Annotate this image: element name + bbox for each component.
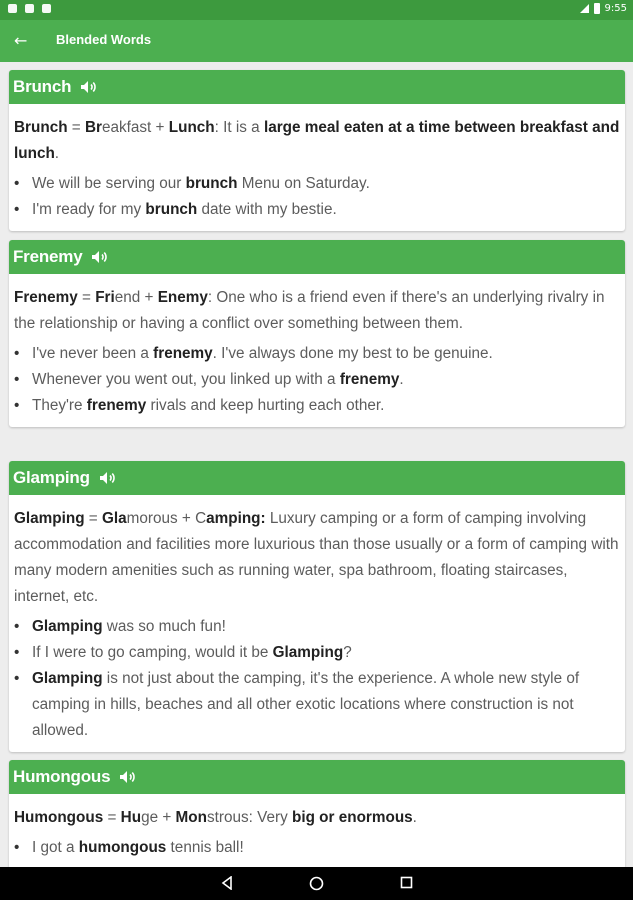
home-nav-icon[interactable]	[309, 876, 324, 891]
status-bar	[0, 0, 633, 20]
definition: Brunch = Breakfast + Lunch: It is a large meal eaten at a time between breakfast and lunch.	[14, 119, 620, 162]
example-item: • They're frenemy rivals and keep hurting each other.	[14, 397, 385, 414]
notification-icon	[8, 4, 17, 13]
page-title: Blended Words	[56, 32, 152, 47]
word-title: Brunch	[13, 77, 72, 96]
volume-speaker-icon[interactable]	[80, 80, 98, 94]
arrow-back-icon[interactable]: ←	[14, 31, 28, 50]
battery-icon	[594, 3, 600, 14]
volume-speaker-icon[interactable]	[99, 471, 117, 485]
card-header	[9, 760, 625, 794]
volume-speaker-icon[interactable]	[119, 770, 137, 784]
example-item: • Glamping is not just about the camping, it's the experience. A whole new style of camping in hills, beaches and all other exotic locations where construction is not allowed.	[14, 670, 580, 739]
download-icon	[42, 4, 51, 13]
example-item: • We will be serving our brunch Menu on Saturday.	[14, 175, 370, 192]
recents-nav-icon[interactable]	[400, 876, 413, 889]
n-icon	[25, 4, 34, 13]
card-header	[9, 461, 625, 495]
example-item: • If I were to go camping, would it be Glamping?	[14, 644, 352, 661]
word-card	[9, 461, 625, 752]
definition: Humongous = Huge + Monstrous: Very big or enormous.	[14, 809, 417, 826]
word-card	[9, 760, 625, 867]
system-nav-bar	[0, 867, 633, 900]
definition: Frenemy = Friend + Enemy: One who is a friend even if there's an underlying rivalry in the relationship or having a conflict over something between them.	[14, 289, 605, 332]
word-card	[9, 70, 625, 231]
card-header	[9, 70, 625, 104]
back-nav-icon[interactable]	[220, 876, 234, 890]
example-item: • I've never been a frenemy. I've always done my best to be genuine.	[14, 345, 493, 362]
word-title: Frenemy	[13, 247, 83, 266]
status-time: 9:55	[604, 3, 627, 14]
word-title: Glamping	[13, 468, 90, 487]
word-card	[9, 240, 625, 427]
word-list[interactable]	[0, 62, 633, 867]
card-header	[9, 240, 625, 274]
app-bar	[0, 20, 633, 62]
example-item: • Glamping was so much fun!	[14, 618, 226, 635]
example-item: • I got a humongous tennis ball!	[14, 839, 244, 856]
signal-icon	[580, 4, 589, 13]
definition: Glamping = Glamorous + Camping: Luxury camping or a form of camping involving accommodation and facilities more luxurious than those usually or a form of camping with many modern amenities such as running water, spa bathroom, floating staircases, internet, etc.	[14, 510, 619, 605]
word-title: Humongous	[13, 767, 111, 786]
example-item: • Whenever you went out, you linked up with a frenemy.	[14, 371, 404, 388]
example-item: • I'm ready for my brunch date with my bestie.	[14, 201, 337, 218]
volume-speaker-icon[interactable]	[91, 250, 109, 264]
